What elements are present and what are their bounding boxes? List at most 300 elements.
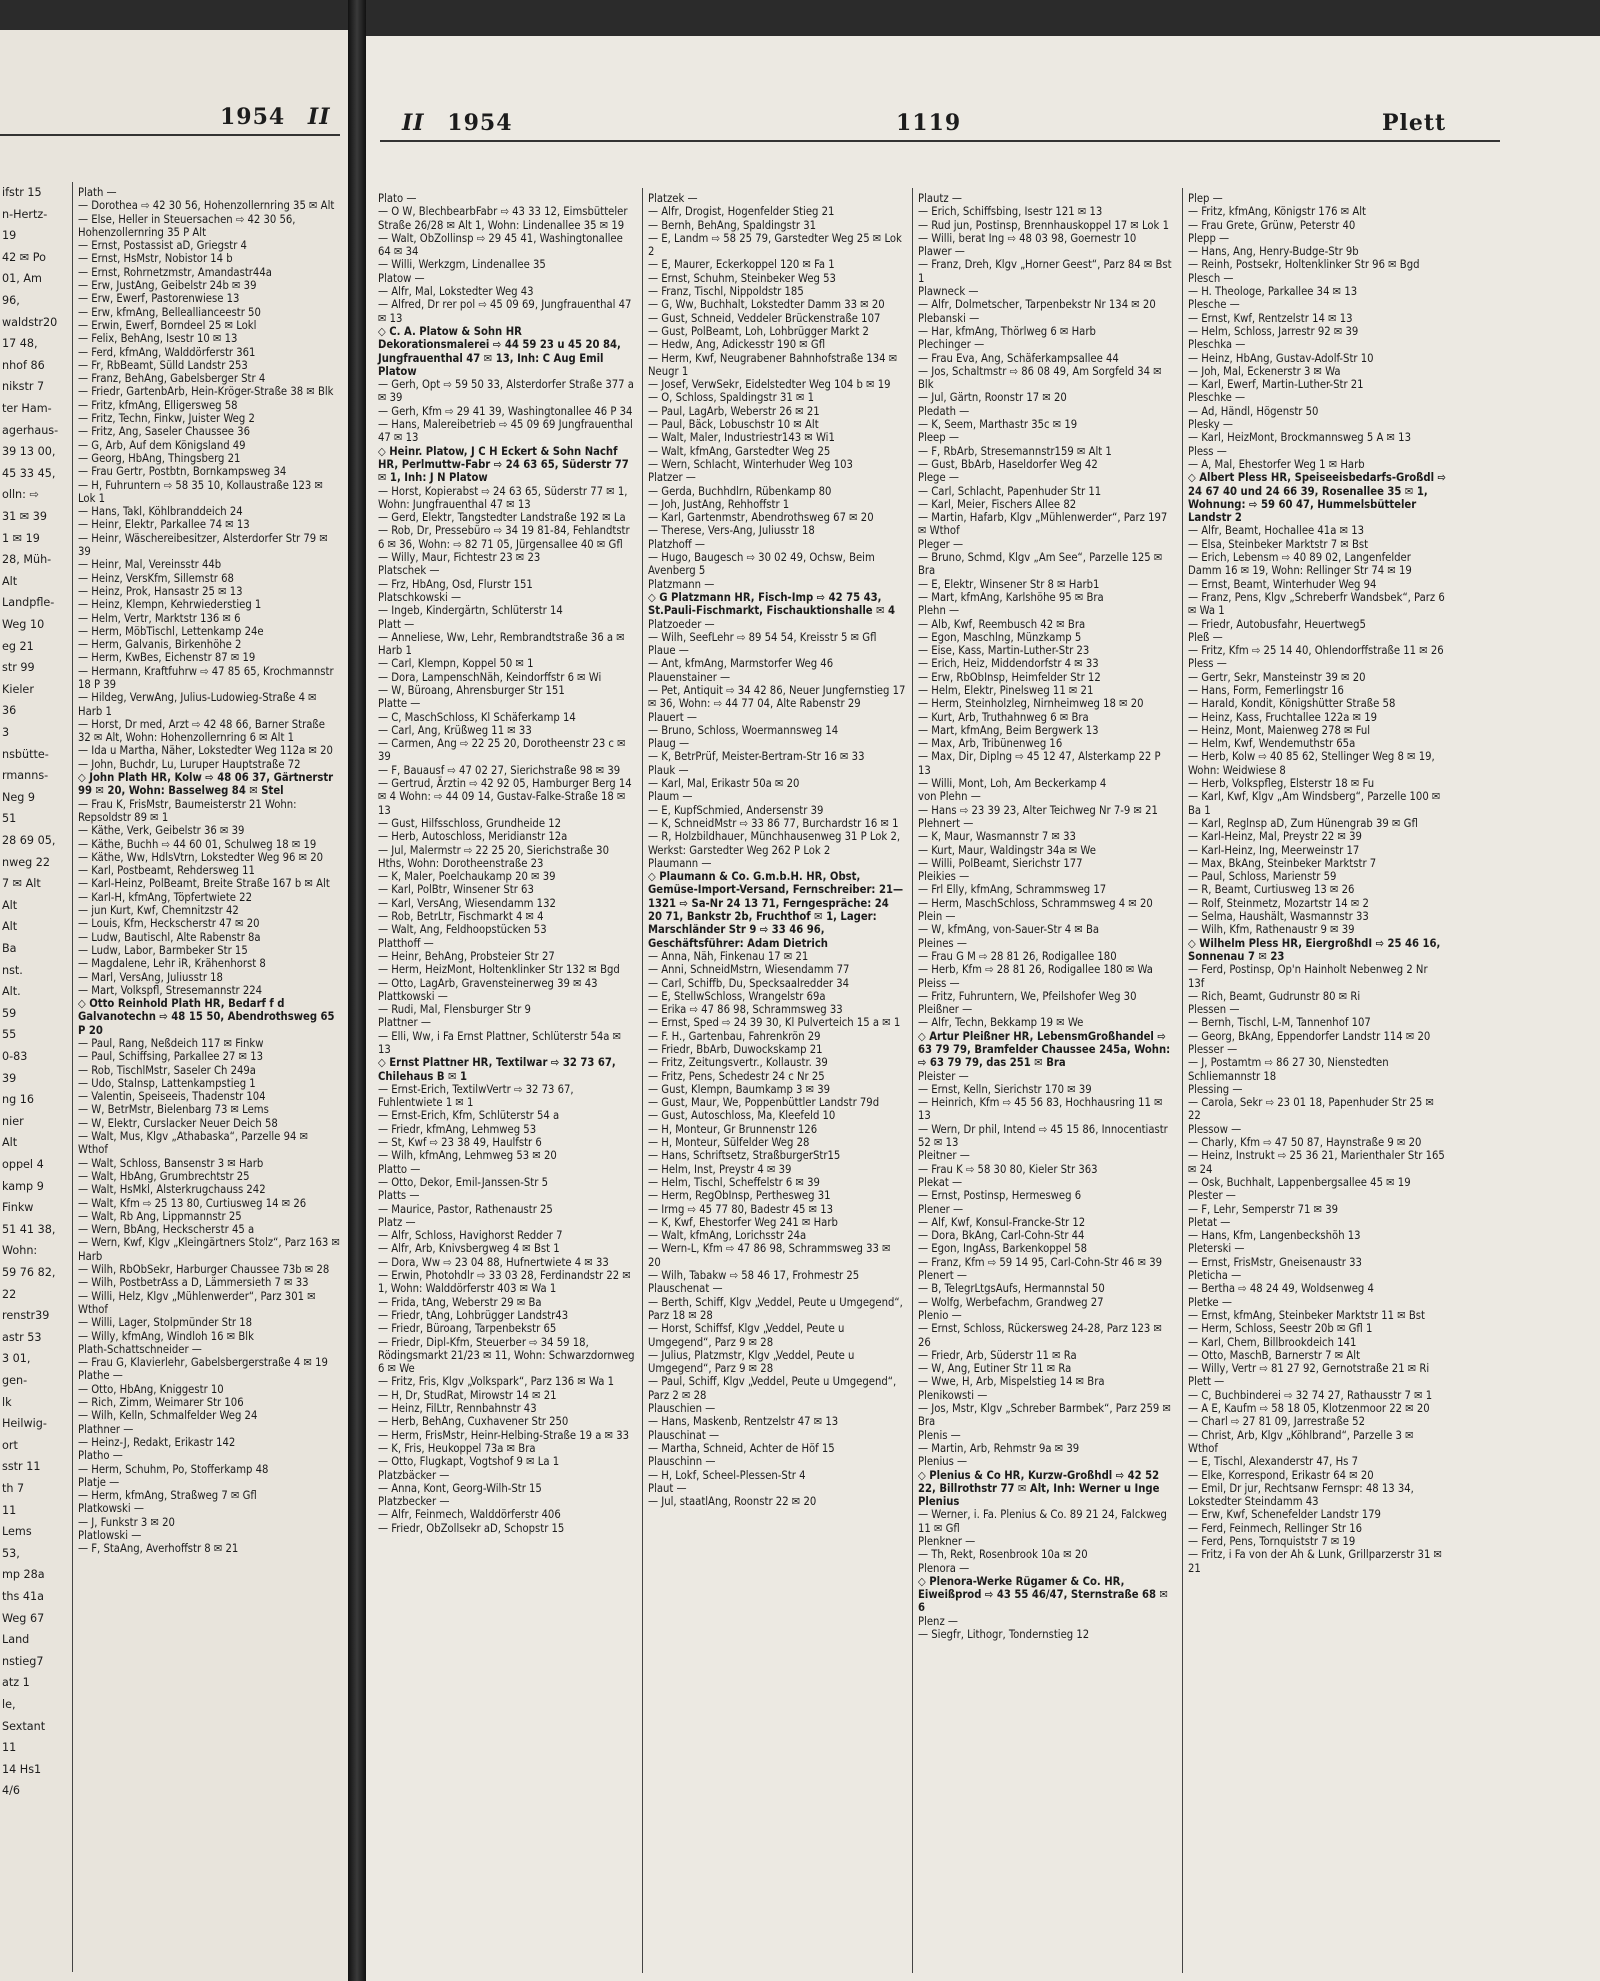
surname-heading: Platzhoff — (648, 537, 705, 551)
margin-fragment: 11 (2, 1503, 17, 1517)
directory-entry: — Hermann, Kraftfuhrw ⇨ 47 85 65, Krochmannstr 18 P 39 (78, 664, 337, 691)
directory-entry: — Jul, staatlAng, Roonstr 22 ✉ 20 (648, 1495, 817, 1509)
directory-entry: — Rob, Dr, Pressebüro ⇨ 34 19 81-84, Fehlandtstr 6 ✉ 36, Wohn: ⇨ 82 71 05, Jürgensallee 40 ✉ Gfl (378, 524, 633, 551)
directory-entry: ◇ Wilhelm Pless HR, EiergroßhdI ⇨ 25 46 16, Sonnenau 7 ✉ 23 (1188, 936, 1444, 963)
directory-entry: — Alfr, Mal, Lokstedter Weg 43 (378, 285, 534, 299)
left-column-divider (72, 182, 73, 1972)
surname-heading: Plesser — (1188, 1043, 1238, 1056)
directory-entry: — Wwe, H, Arb, Mispelstieg 14 ✉ Bra (918, 1375, 1105, 1389)
directory-entry: — Hans, Malereibetrieb ⇨ 45 09 69 Jungfrauenthal 47 ✉ 13 (378, 418, 637, 445)
directory-entry: — Ludw, Labor, Barmbeker Str 15 (78, 943, 248, 957)
directory-entry: — Franz, Dreh, Klgv „Horner Geest“, Parz 84 ✉ Bst 1 (918, 258, 1175, 285)
margin-fragment: 59 76 82, (2, 1266, 56, 1279)
surname-heading: Platlowski — (78, 1528, 142, 1542)
directory-entry: — Willi, berat Ing ⇨ 48 03 98, Goernestr 10 (918, 231, 1137, 245)
directory-entry: — Wolfg, Werbefachm, Grandweg 27 (918, 1295, 1104, 1309)
surname-heading: Plenkner — (918, 1534, 976, 1548)
directory-entry: — Har, kfmAng, Thörlweg 6 ✉ Harb (918, 324, 1096, 338)
directory-entry: — Martin, Arb, Rehmstr 9a ✉ 39 (918, 1441, 1080, 1455)
margin-fragment: Wohn: (2, 1244, 38, 1258)
directory-entry: — Wilh, RbObSekr, Harburger Chaussee 73b ✉ 28 (78, 1263, 330, 1277)
left-header-volume: II (307, 104, 331, 130)
margin-fragment: eg 21 (2, 639, 34, 653)
directory-entry: — Willi, Werkzgm, Lindenallee 35 (378, 258, 546, 272)
margin-fragment: kamp 9 (2, 1179, 44, 1193)
directory-entry: — Magdalene, Lehr iR, Krähenhorst 8 (78, 957, 266, 971)
surname-heading: Plathner — (78, 1422, 134, 1436)
surname-heading: Pletat — (1188, 1215, 1231, 1229)
directory-entry: — Mart, kfmAng, Karlshöhe 95 ✉ Bra (918, 590, 1104, 604)
directory-entry: — Heinrich, Kfm ⇨ 45 56 83, Hochhausring 11 ✉ 13 (918, 1096, 1166, 1123)
directory-entry: — Harald, Kondit, Königshütter Straße 58 (1188, 697, 1396, 711)
directory-entry: — Mart, kfmAng, Beim Bergwerk 13 (918, 723, 1099, 737)
surname-heading: Plauschenat — (648, 1282, 723, 1296)
directory-entry: — Willi, PolBeamt, Sierichstr 177 (918, 856, 1083, 870)
surname-heading: Pledath — (918, 404, 970, 418)
directory-entry: — Marl, VersAng, Juliusstr 18 (78, 970, 223, 984)
directory-entry: — Heinr, Wäschereibesitzer, Alsterdorfer Str 79 ✉ 39 (78, 531, 331, 559)
directory-entry: — Karl, Kwf, Klgv „Am Windsberg“, Parzelle 100 ✉ Ba 1 (1188, 790, 1444, 817)
surname-heading: Plesch — (1188, 271, 1234, 285)
right-page (366, 36, 1600, 1981)
surname-heading: Plenert — (918, 1269, 967, 1283)
directory-entry: — Carl, Klempn, Koppel 50 ✉ 1 (378, 657, 534, 671)
directory-entry: — Karl, Mal, Erikastr 50a ✉ 20 (648, 777, 800, 791)
directory-entry: — Elsa, Steinbeker Marktstr 7 ✉ Bst (1188, 537, 1369, 551)
directory-entry: — E, Maurer, Eckerkoppel 120 ✉ Fa 1 (648, 258, 835, 272)
surname-heading: Platschek — (378, 564, 440, 578)
surname-heading: Plath-Schattschneider — (78, 1342, 202, 1356)
directory-entry: — Ernst, Rohrnetzmstr, Amandastr44a (78, 265, 272, 279)
margin-fragment: gen- (2, 1374, 28, 1387)
margin-fragment: Neg 9 (2, 790, 36, 804)
directory-entry: — Willi, Helz, Klgv „Mühlenwerder“, Parz 301 ✉ Wthof (78, 1289, 319, 1316)
directory-entry: — Th, Rekt, Rosenbrook 10a ✉ 20 (918, 1548, 1088, 1562)
surname-heading: Plattner — (378, 1016, 431, 1030)
left-header (220, 104, 331, 130)
margin-fragment: 53, (2, 1546, 20, 1560)
directory-entry: — Heinz, FilLtr, Rennbahnstr 43 (378, 1402, 537, 1416)
directory-entry: — Hedw, Ang, Adickesstr 190 ✉ Gfl (648, 338, 826, 352)
directory-entry: — Frau G M ⇨ 28 81 26, Rodigallee 180 (918, 949, 1117, 963)
directory-entry: ◇ Plenius & Co HR, Kurzw-Großhdl ⇨ 42 52 22, Billrothstr 77 ✉ Alt, Inh: Werner u Inge Plenius (918, 1468, 1163, 1509)
directory-entry: — Herb, Autoschloss, Meridianstr 12a (378, 830, 568, 844)
directory-entry: — H, Fuhruntern ⇨ 58 35 10, Kollaustraße 123 ✉ Lok 1 (78, 478, 327, 505)
margin-fragment: Alt (2, 898, 18, 912)
directory-entry: — Mart, Volkspfl, Stresemannstr 224 (78, 983, 263, 997)
surname-heading: Pleschka — (1188, 338, 1246, 352)
margin-fragment: 3 (2, 726, 10, 739)
margin-fragment: Kieler (2, 682, 34, 696)
margin-fragment: 17 48, (2, 337, 38, 351)
directory-entry: — Wilh, Kelln, Schmalfelder Weg 24 (78, 1409, 258, 1423)
directory-entry: — Ingeb, Kindergärtn, Schlüterstr 14 (378, 604, 563, 618)
margin-fragment: 28 69 05, (2, 834, 56, 847)
directory-entry: — Jul, Gärtn, Roonstr 17 ✉ 20 (918, 391, 1067, 405)
surname-heading: Platschkowski — (378, 590, 462, 604)
directory-entry: — Franz, Kfm ⇨ 59 14 95, Carl-Cohn-Str 46 ✉ 39 (918, 1255, 1163, 1269)
directory-entry: — Carl, Ang, Krüßweg 11 ✉ 33 (378, 723, 532, 737)
directory-entry: — Werner, i. Fa. Plenius & Co. 89 21 24, Falckweg 11 ✉ Gfl (918, 1508, 1171, 1535)
surname-heading: Plenora — (918, 1561, 970, 1575)
directory-entry: — Felix, BehAng, Isestr 10 ✉ 13 (78, 332, 238, 346)
directory-entry: — Siegfr, Lithogr, Tondernstieg 12 (918, 1628, 1090, 1642)
directory-entry: — Walt, HsMkl, Alsterkrugchauss 242 (78, 1183, 266, 1197)
directory-entry: — Friedr, Autobusfahr, Heuertweg5 (1188, 617, 1366, 631)
directory-entry: — Charly, Kfm ⇨ 47 50 87, Haynstraße 9 ✉ 20 (1188, 1136, 1422, 1150)
margin-fragment: 3 01, (2, 1352, 31, 1366)
directory-entry: — Joh, JustAng, Rehhoffstr 1 (648, 497, 790, 511)
margin-fragment: Alt (2, 574, 18, 588)
directory-entry: — Walt, Ang, Feldhoopstücken 53 (378, 923, 547, 937)
directory-entry: — Erich, Heiz, Middendorfstr 4 ✉ 33 (918, 657, 1099, 671)
directory-entry: ◇ Ernst Plattner HR, Textilwar ⇨ 32 73 67, Chilehaus B ✉ 1 (378, 1056, 620, 1083)
directory-entry: — Horst, Schiffsf, Klgv „Veddel, Peute u Umgegend“, Parz 9 ✉ 28 (648, 1322, 848, 1349)
directory-entry: — A E, Kaufm ⇨ 58 18 05, Klotzenmoor 22 ✉ 20 (1188, 1402, 1430, 1416)
directory-entry: — Eise, Kass, Martin-Luther-Str 23 (918, 644, 1090, 658)
surname-heading: Platzer — (648, 471, 696, 485)
directory-entry: — Anna, Kont, Georg-Wilh-Str 15 (378, 1481, 542, 1495)
directory-entry: ◇ Otto Reinhold Plath HR, Bedarf f d Galvanotechn ⇨ 48 15 50, Abendrothsweg 65 P 20 (78, 997, 339, 1037)
directory-entry: — Wilh, kfmAng, Lehmweg 53 ✉ 20 (378, 1149, 557, 1163)
directory-entry: — Erw, Ewerf, Pastorenwiese 13 (78, 292, 240, 306)
directory-entry: — B, TelegrLtgsAufs, Hermannstal 50 (918, 1282, 1105, 1296)
directory-entry: — Alfr, Techn, Bekkamp 19 ✉ We (918, 1016, 1084, 1030)
margin-fragment: oppel 4 (2, 1158, 44, 1171)
directory-entry: — Ferd, Feinmech, Rellinger Str 16 (1188, 1521, 1363, 1535)
directory-entry: — Frz, HbAng, Osd, Flurstr 151 (378, 577, 533, 591)
surname-heading: Pleines — (918, 936, 967, 950)
directory-entry: — Frau G, Klavierlehr, Gabelsbergerstraße 4 ✉ 19 (78, 1356, 328, 1370)
directory-entry: — Willi, Mont, Loh, Am Beckerkamp 4 (918, 777, 1107, 791)
directory-entry: — Hans, Maskenb, Rentzelstr 47 ✉ 13 (648, 1415, 839, 1429)
directory-entry: — Willy, kfmAng, Windloh 16 ✉ Blk (78, 1329, 254, 1343)
surname-heading: Plauenstainer — (648, 670, 731, 684)
right-header-left (402, 110, 513, 136)
margin-fragment: 51 41 38, (2, 1222, 56, 1236)
left-column (78, 186, 344, 1556)
margin-fragment: Alt (2, 1136, 18, 1150)
surname-heading: Platzbäcker — (378, 1468, 450, 1482)
margin-fragment: Finkw (2, 1201, 34, 1215)
directory-entry: — Ernst-Erich, TextilwVertr ⇨ 32 73 67, Fuhlentwiete 1 ✉ 1 (378, 1082, 577, 1110)
margin-fragment: nhof 86 (2, 358, 45, 372)
directory-entry: — Rich, Zimm, Weimarer Str 106 (78, 1396, 244, 1410)
directory-entry: — Hans, Ang, Henry-Budge-Str 9b (1188, 245, 1359, 259)
directory-entry: — Willi, Lager, Stolpmünder Str 18 (78, 1316, 253, 1330)
surname-heading: Platho — (78, 1449, 123, 1463)
directory-entry: — Otto, LagArb, Gravensteinerweg 39 ✉ 43 (378, 976, 598, 990)
directory-entry: — Ernst, Beamt, Winterhuder Weg 94 (1188, 577, 1377, 591)
directory-entry: — Karl, PolBtr, Winsener Str 63 (378, 883, 534, 897)
directory-entry: — Wilh, PostbetrAss a D, Lämmersieth 7 ✉ 33 (78, 1276, 309, 1290)
directory-entry: — Frau Grete, Grünw, Peterstr 40 (1188, 218, 1356, 232)
directory-entry: — Hugo, Baugesch ⇨ 30 02 49, Ochsw, Beim Avenberg 5 (648, 551, 878, 578)
directory-entry: — Ferd, kfmAng, Walddörferstr 361 (78, 345, 256, 359)
surname-heading: Plehnert — (918, 816, 974, 830)
directory-entry: — Friedr, GartenbArb, Hein-Kröger-Straße 38 ✉ Blk (78, 385, 334, 399)
directory-entry: — Helm, Elektr, Pinelsweg 11 ✉ 21 (918, 683, 1094, 697)
margin-fragment: lk (2, 1395, 12, 1409)
margin-fragment: 96, (2, 294, 20, 307)
directory-entry: ◇ Artur Pleißner HR, LebensmGroßhandel ⇨ 63 79 79, Bramfelder Chaussee 245a, Wohn: ⇨ 63 79 79, das 251 ✉ Bra (918, 1029, 1174, 1070)
directory-entry: — Julius, Platzmstr, Klgv „Veddel, Peute u Umgegend“, Parz 9 ✉ 28 (648, 1348, 858, 1376)
margin-fragment: Heilwig- (2, 1417, 47, 1431)
directory-entry: — Otto, Flugkapt, Vogtshof 9 ✉ La 1 (378, 1455, 560, 1469)
directory-entry: — Christ, Arb, Klgv „Köhlbrand“, Parzelle 3 ✉ Wthof (1188, 1428, 1417, 1455)
surname-heading: Platz — (378, 1215, 416, 1229)
margin-fragment: 01, Am (2, 272, 42, 286)
directory-entry: — Ad, Händl, Högenstr 50 (1188, 404, 1319, 418)
directory-entry: — Ernst, Kwf, Rentzelstr 14 ✉ 13 (1188, 311, 1353, 325)
directory-entry: — H. Theologe, Parkallee 34 ✉ 13 (1188, 285, 1358, 299)
directory-entry: — Frl Elly, kfmAng, Schrammsweg 17 (918, 883, 1107, 897)
surname-heading: Plepp — (1188, 231, 1230, 245)
column-divider-3 (1182, 188, 1183, 1973)
margin-fragment: 39 13 00, (2, 445, 56, 459)
surname-heading: Plehn — (918, 604, 960, 618)
directory-entry: — Wilh, Kfm, Rathenaustr 9 ✉ 39 (1188, 923, 1355, 937)
directory-entry: — Friedr, Dipl-Kfm, Steuerber ⇨ 34 59 18, Rödingsmarkt 21/23 ✉ 11, Wohn: Schwarzdornweg 6 ✉ We (378, 1335, 638, 1376)
directory-entry: — Herb, Volkspfleg, Elsterstr 18 ✉ Fu (1188, 777, 1375, 791)
directory-entry: — Anneliese, Ww, Lehr, Rembrandtstraße 36 a ✉ Harb 1 (378, 630, 628, 658)
directory-entry: — E, Tischl, Alexanderstr 47, Hs 7 (1188, 1455, 1358, 1469)
directory-entry: — Friedr, Büroang, Tarpenbekstr 65 (378, 1322, 557, 1336)
directory-entry: — W, Elektr, Curslacker Neuer Deich 58 (78, 1116, 278, 1130)
directory-entry: — Walt, Schloss, Bansenstr 3 ✉ Harb (78, 1156, 264, 1170)
directory-entry: — Kurt, Maur, Waldingstr 34a ✉ We (918, 843, 1096, 857)
directory-entry: — Wilh, Tabakw ⇨ 58 46 17, Frohmestr 25 (648, 1269, 860, 1283)
directory-entry: — G, Arb, Auf dem Königsland 49 (78, 438, 246, 452)
surname-heading: Platto — (378, 1162, 421, 1176)
directory-entry: — Bernh, Tischl, L-M, Tannenhof 107 (1188, 1016, 1371, 1030)
directory-entry: — Carola, Sekr ⇨ 23 01 18, Papenhuder Str 25 ✉ 22 (1188, 1096, 1438, 1123)
column-divider-1 (642, 188, 643, 1973)
directory-entry: — Gerda, Buchhdlrn, Rübenkamp 80 (648, 484, 832, 498)
directory-entry: — Karl, Gartenmstr, Abendrothsweg 67 ✉ 20 (648, 511, 874, 525)
directory-entry: — Paul, Rang, Neßdeich 117 ✉ Finkw (78, 1037, 264, 1050)
directory-entry: — Carl, Schlacht, Papenhuder Str 11 (918, 484, 1102, 498)
directory-entry: — Erika ⇨ 47 86 98, Schrammsweg 33 (648, 1003, 843, 1017)
directory-entry: — Carl, Schiffb, Du, Specksaalredder 34 (648, 976, 850, 990)
directory-entry: — Paul, LagArb, Weberstr 26 ✉ 21 (648, 404, 820, 418)
directory-entry: — Walt, kfmAng, Lorichsstr 24a (648, 1229, 807, 1243)
surname-heading: Pleißner — (918, 1003, 973, 1017)
directory-entry: — Herm, kfmAng, Straßweg 7 ✉ Gfl (78, 1489, 257, 1503)
directory-entry: — Alb, Kwf, Reembusch 42 ✉ Bra (918, 617, 1086, 631)
surname-heading: Plechinger — (918, 338, 985, 352)
directory-entry: — H, Lokf, Scheel-Plessen-Str 4 (648, 1468, 806, 1482)
left-page (0, 30, 348, 1981)
directory-entry: ◇ G Platzmann HR, Fisch-Imp ⇨ 42 75 43, St.Pauli-Fischmarkt, Fischauktionshalle ✉ 4 (648, 590, 896, 618)
directory-entry: — Ernst, Schloss, Rückersweg 24-28, Parz 123 ✉ 26 (918, 1322, 1166, 1349)
directory-entry: — Hans, Kfm, Langenbeckshöh 13 (1188, 1229, 1361, 1243)
directory-entry: — Frau K ⇨ 58 30 80, Kieler Str 363 (918, 1162, 1098, 1176)
directory-entry: — G, Ww, Buchhalt, Lokstedter Damm 33 ✉ 20 (648, 298, 885, 312)
directory-entry: — F, StaAng, Averhoffstr 8 ✉ 21 (78, 1542, 239, 1556)
surname-heading: Plenikowsti — (918, 1388, 988, 1402)
directory-entry: — Alfr, Beamt, Hochallee 41a ✉ 13 (1188, 524, 1365, 538)
directory-entry: — Therese, Vers-Ang, Juliusstr 18 (648, 524, 815, 538)
directory-entry: — K, SchneidMstr ⇨ 33 86 77, Burchardstr 16 ✉ 1 (648, 816, 899, 830)
margin-fragment: 0-83 (2, 1050, 28, 1063)
directory-entry: — Herb, Kolw ⇨ 40 85 62, Stellinger Weg 8 ✉ 19, Wohn: Weidwiese 8 (1188, 750, 1438, 777)
directory-entry: — John, Buchdr, Lu, Luruper Hauptstraße 72 (78, 757, 301, 771)
directory-entry: — Charl ⇨ 27 81 09, Jarrestraße 52 (1188, 1415, 1365, 1429)
directory-entry: — Berth, Schiff, Klgv „Veddel, Peute u Umgegend“, Parz 18 ✉ 28 (648, 1295, 906, 1322)
directory-entry: — Otto, Dekor, Emil-Janssen-Str 5 (378, 1175, 548, 1189)
margin-fragment: Weg 67 (2, 1611, 45, 1625)
directory-entry: — Herm, FrisMstr, Heinr-Helbing-Straße 19 a ✉ 33 (378, 1428, 630, 1442)
directory-entry: — Hans ⇨ 23 39 23, Alter Teichweg Nr 7-9 ✉ 21 (918, 803, 1158, 817)
margin-fragment: 22 (2, 1287, 17, 1301)
directory-entry: — O W, BlechbearbFabr ⇨ 43 33 12, Eimsbütteler Straße 26/28 ✉ Alt 1, Wohn: Lindenallee 35 ✉ 19 (378, 205, 631, 232)
directory-entry: — E, KupfSchmied, Andersenstr 39 (648, 803, 824, 817)
surname-heading: Platzmann — (648, 577, 715, 591)
directory-entry: — Hans, Form, Femerlingstr 16 (1188, 683, 1344, 697)
directory-entry: — Alfr, Feinmech, Walddörferstr 406 (378, 1508, 561, 1522)
directory-entry: — Dorothea ⇨ 42 30 56, Hohenzollernring 35 ✉ Alt (78, 199, 335, 213)
directory-entry: — Elli, Ww, i Fa Ernst Plattner, Schlüterstr 54a ✉ 13 (378, 1029, 625, 1056)
margin-fragment: 14 Hs1 (2, 1762, 42, 1776)
surname-heading: Plauschien — (648, 1402, 716, 1416)
surname-heading: Pleep — (918, 431, 959, 445)
directory-entry: — Helm, Vertr, Marktstr 136 ✉ 6 (78, 611, 241, 625)
directory-entry: — Rudi, Mal, Flensburger Str 9 (378, 1003, 531, 1017)
margin-fragment: 39 (2, 1071, 17, 1085)
directory-entry: — Rud jun, Postinsp, Brennhauskoppel 17 ✉ Lok 1 (918, 218, 1169, 232)
directory-entry: — E, Landm ⇨ 58 25 79, Garstedter Weg 25 ✉ Lok 2 (648, 231, 906, 259)
surname-heading: Platthoff — (378, 936, 434, 950)
directory-entry: — Herm, HeizMont, Holtenklinker Str 132 ✉ Bgd (378, 963, 620, 977)
margin-fragment: 31 ✉ 39 (2, 510, 47, 523)
surname-heading: Plege — (918, 471, 959, 485)
directory-entry: — Jul, Malermstr ⇨ 22 25 20, Sierichstraße 30 Hths, Wohn: Dorotheenstraße 23 (378, 843, 613, 870)
directory-entry: — Ernst, kfmAng, Steinbeker Marktstr 11 ✉ Bst (1188, 1308, 1425, 1322)
directory-entry: ◇ C. A. Platow & Sohn HR Dekorationsmalerei ⇨ 44 59 23 u 45 20 84, Jungfrauenthal 47 ✉ 13, Inh: C Aug Emil Platow (378, 324, 625, 378)
directory-entry: — Rob, BetrLtr, Fischmarkt 4 ✉ 4 (378, 910, 544, 924)
directory-entry: — Walt, Mus, Klgv „Athabaska“, Parzelle 94 ✉ Wthof (78, 1130, 312, 1157)
margin-fragment: renstr39 (2, 1309, 50, 1323)
surname-heading: Plauert — (648, 710, 697, 724)
directory-entry: — Erw, Kwf, Schenefelder Landstr 179 (1188, 1508, 1381, 1522)
margin-fragment: waldstr20 (2, 315, 58, 329)
directory-entry: — W, Ang, Eutiner Str 11 ✉ Ra (918, 1362, 1072, 1376)
directory-entry: — Frau K, FrisMstr, Baumeisterstr 21 Wohn: Repsoldstr 89 ✉ 1 (78, 797, 300, 824)
directory-entry: — Ferd, Pens, Tornquiststr 7 ✉ 19 (1188, 1534, 1356, 1548)
column-divider-2 (912, 188, 913, 1973)
margin-fragment: 42 ✉ Po (2, 250, 46, 264)
directory-entry: — Herm, MöbTischl, Lettenkamp 24e (78, 624, 264, 638)
directory-entry: — Paul, Schiffsing, Parkallee 27 ✉ 13 (78, 1050, 264, 1064)
directory-entry: ◇ Albert Pless HR, Speiseeisbedarfs-Großdl ⇨ 24 67 40 und 24 66 39, Rosenallee 35 ✉ 1, Wohnung: ⇨ 59 60 47, Hummelsbütteler Landstr 2 (1188, 471, 1450, 525)
directory-entry: — Willy, Vertr ⇨ 81 27 92, Gernotstraße 21 ✉ Ri (1188, 1362, 1430, 1376)
directory-entry: — Gertrud, Ärztin ⇨ 42 92 05, Hamburger Berg 14 ✉ 4 Wohn: ⇨ 44 09 14, Gustav-Falke-Straße 18 ✉ 13 (378, 777, 635, 817)
surname-heading: Plein — (918, 910, 956, 924)
directory-entry: — Erwin, Photohdlr ⇨ 33 03 28, Ferdinandstr 22 ✉ 1, Wohn: Walddörferstr 403 ✉ Wa 1 (378, 1269, 634, 1296)
directory-entry: — Paul, Schloss, Marienstr 59 (1188, 870, 1337, 884)
directory-entry: ◇ John Plath HR, Kolw ⇨ 48 06 37, Gärtnerstr 99 ✉ 20, Wohn: Basselweg 84 ✉ Stel (78, 771, 337, 798)
directory-entry: — Dora, LampenschNäh, Keindorffstr 6 ✉ Wi (378, 670, 602, 684)
margin-fragment: ort (2, 1438, 18, 1452)
directory-entry: — Gust, PolBeamt, Loh, Lohbrügger Markt 2 (648, 324, 869, 338)
margin-fragment: 4/6 (2, 1784, 21, 1798)
page-catchword: Plett (1382, 110, 1447, 136)
surname-heading: Plekat — (918, 1175, 963, 1189)
directory-entry: — Wern, Kwf, Klgv „Kleingärtners Stolz“, Parz 163 ✉ Harb (78, 1236, 344, 1263)
margin-fragment: Ba (2, 942, 17, 955)
surname-heading: Plautz — (918, 192, 962, 205)
directory-entry: — Dora, BkAng, Carl-Cohn-Str 44 (918, 1229, 1085, 1243)
directory-entry: — Gust, Hilfsschloss, Grundheide 12 (378, 816, 562, 830)
directory-entry: — Willy, Maur, Fichtestr 23 ✉ 23 (378, 551, 541, 565)
directory-entry: — Bernh, BehAng, Spaldingstr 31 (648, 218, 817, 232)
directory-entry: — Udo, Stalnsp, Lattenkampstieg 1 (78, 1076, 256, 1090)
directory-entry: — F, Bauausf ⇨ 47 02 27, Sierichstraße 98 ✉ 39 (378, 763, 621, 777)
directory-column-4 (1188, 192, 1450, 1575)
directory-entry: — Walt, kfmAng, Garstedter Weg 25 (648, 444, 831, 458)
directory-entry: — Hans, Schriftsetz, StraßburgerStr15 (648, 1149, 841, 1163)
directory-entry: — Heinz, VersKfm, Sillemstr 68 (78, 571, 234, 585)
surname-heading: Platkowski — (78, 1502, 144, 1516)
directory-entry: — Fritz, Kfm ⇨ 25 14 40, Ohlendorffstraße 11 ✉ 26 (1188, 644, 1444, 658)
directory-entry: — K, Kwf, Ehestorfer Weg 241 ✉ Harb (648, 1215, 838, 1229)
directory-entry: — Herb, BehAng, Cuxhavener Str 250 (378, 1415, 569, 1429)
directory-entry: — Horst, Kopierabst ⇨ 24 63 65, Süderstr 77 ✉ 1, Wohn: Jungfrauenthal 47 ✉ 13 (378, 484, 631, 511)
directory-entry: — Carmen, Ang ⇨ 22 25 20, Dorotheenstr 23 c ✉ 39 (378, 737, 629, 764)
directory-entry: — Joh, Mal, Eckenerstr 3 ✉ Wa (1188, 364, 1341, 378)
surname-heading: Platzoeder — (648, 617, 715, 631)
surname-heading: Plebanski — (918, 311, 980, 325)
directory-entry: ◇ Plenora-Werke Rügamer & Co. HR, Eiweißprod ⇨ 43 55 46/47, Sternstraße 68 ✉ 6 (918, 1574, 1172, 1615)
directory-entry: — Gust, Maur, We, Poppenbüttler Landstr 79d (648, 1096, 880, 1110)
directory-entry: — Walt, Maler, Industriestr143 ✉ Wi1 (648, 431, 835, 445)
surname-heading: Plett — (1188, 1375, 1225, 1389)
left-header-rule (0, 134, 340, 136)
margin-fragment: ths 41a (2, 1590, 44, 1603)
directory-entry: — Käthe, Buchh ⇨ 44 60 01, Schulweg 18 ✉ 19 (78, 837, 317, 851)
directory-entry: — Fritz, kfmAng, Elligersweg 58 (78, 398, 238, 412)
directory-entry: — Paul, Schiff, Klgv „Veddel, Peute u Umgegend“, Parz 2 ✉ 28 (648, 1375, 900, 1402)
directory-entry: — Anna, Näh, Finkenau 17 ✉ 21 (648, 949, 809, 963)
margin-fragment: 7 ✉ Alt (2, 877, 41, 891)
directory-entry: — Fritz, Zeitungsvertr., Kollaustr. 39 (648, 1056, 828, 1070)
directory-entry: — Erich, Schiffsbing, Isestr 121 ✉ 13 (918, 205, 1103, 219)
directory-entry: — Heinz, Mont, Maienweg 278 ✉ Ful (1188, 723, 1371, 737)
directory-entry: — Karl-Heinz, Mal, Preystr 22 ✉ 39 (1188, 830, 1362, 844)
directory-entry: — Heinz, Kass, Fruchtallee 122a ✉ 19 (1188, 710, 1378, 724)
surname-heading: Plessen — (1188, 1003, 1240, 1017)
directory-entry: — Wern, Dr phil, Intend ⇨ 45 15 86, Innocentiastr 52 ✉ 13 (918, 1122, 1172, 1150)
directory-entry: — H, Monteur, Gr Brunnenstr 126 (648, 1122, 818, 1136)
directory-entry: — Paul, Bäck, Lobuschstr 10 ✉ Alt (648, 418, 819, 432)
directory-entry: — Georg, BkAng, Eppendorfer Landstr 114 ✉ 20 (1188, 1029, 1431, 1043)
surname-heading: Plaum — (648, 790, 693, 804)
directory-entry: — Ida u Martha, Näher, Lokstedter Weg 112a ✉ 20 (78, 744, 333, 758)
surname-heading: Plawer — (918, 245, 965, 259)
directory-entry: — Ernst, Postinsp, Hermesweg 6 (918, 1189, 1082, 1203)
margin-fragment: atz 1 (2, 1676, 30, 1690)
directory-entry: — Erw, RbObInsp, Heimfelder Str 12 (918, 670, 1101, 684)
surname-heading: Pless — (1188, 657, 1227, 671)
directory-entry: — Maurice, Pastor, Rathenaustr 25 (378, 1202, 553, 1216)
directory-entry: — Osk, Buchhalt, Lappenbergsallee 45 ✉ 19 (1188, 1175, 1411, 1189)
surname-heading: Pleß — (1188, 630, 1223, 644)
directory-entry: — Jos, Schaltmstr ⇨ 86 08 49, Am Sorgfeld 34 ✉ Blk (918, 364, 1165, 392)
directory-entry: — F, RbArb, Stresemannstr159 ✉ Alt 1 (918, 444, 1112, 458)
directory-entry: — Fritz, kfmAng, Königstr 176 ✉ Alt (1188, 205, 1366, 219)
directory-entry: — jun Kurt, Kwf, Chemnitzstr 42 (78, 904, 239, 918)
